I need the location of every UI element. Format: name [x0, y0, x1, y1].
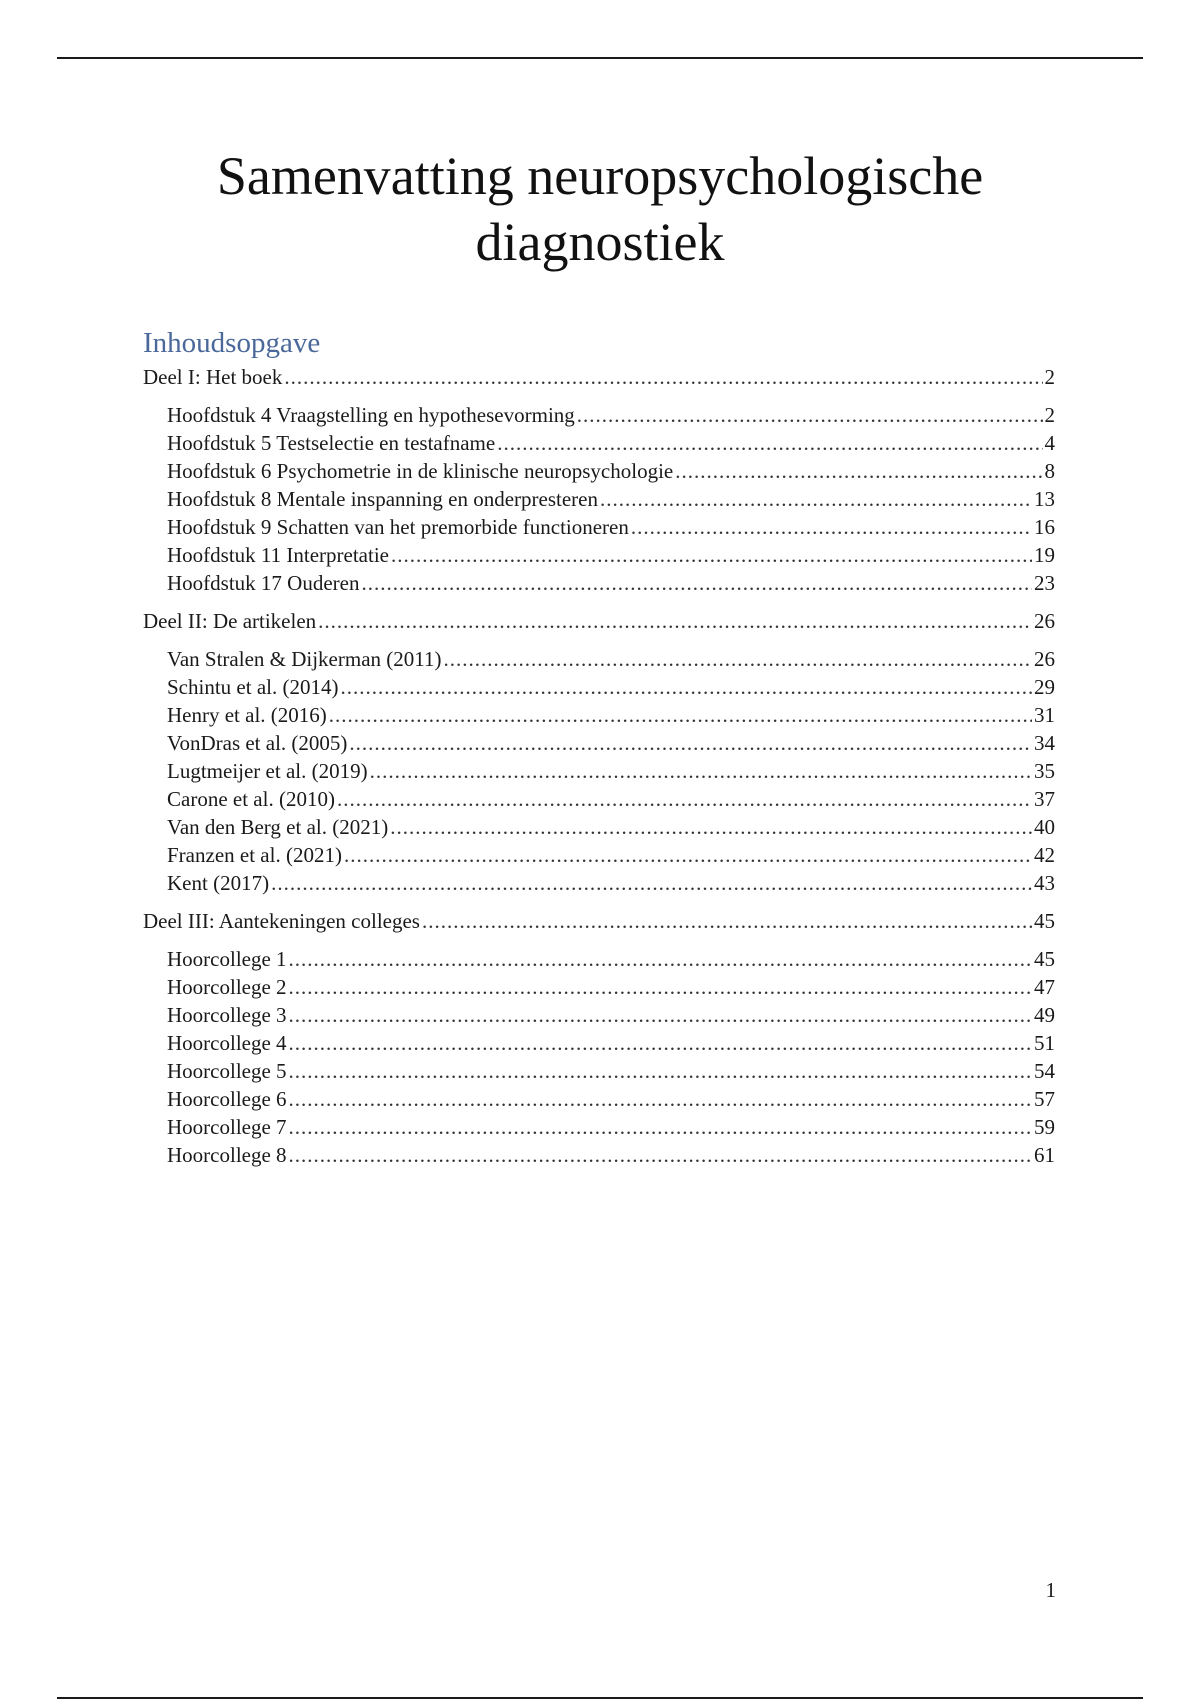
dot-leader — [289, 1113, 1032, 1141]
toc-entry-page: 8 — [1044, 459, 1055, 483]
toc-entry-page: 2 — [1044, 403, 1055, 427]
toc-part-section — [143, 363, 1055, 597]
toc-entry-page: 16 — [1034, 515, 1055, 539]
toc-item-entry[interactable] — [143, 401, 1055, 429]
toc-item-entry[interactable] — [143, 1085, 1055, 1113]
toc-entry-label: Deel III: Aantekeningen colleges — [143, 909, 420, 933]
toc-entry-page: 49 — [1034, 1003, 1055, 1027]
dot-leader — [361, 569, 1032, 597]
toc-item-entry[interactable] — [143, 1057, 1055, 1085]
toc-item-entry[interactable] — [143, 973, 1055, 1001]
toc-entry-page: 13 — [1034, 487, 1055, 511]
toc-entry-label: Hoorcollege 8 — [167, 1143, 287, 1167]
toc-part-section — [143, 907, 1055, 1169]
table-of-contents — [143, 325, 1055, 1179]
toc-entry-label: Hoofdstuk 17 Ouderen — [167, 571, 360, 595]
toc-entry-page: 54 — [1034, 1059, 1055, 1083]
toc-entry-label: Hoorcollege 6 — [167, 1087, 287, 1111]
toc-entry-label: Kent (2017) — [167, 871, 270, 895]
toc-item-entry[interactable] — [143, 945, 1055, 973]
dot-leader — [289, 1085, 1032, 1113]
toc-entry-label: Van Stralen & Dijkerman (2011) — [167, 647, 442, 671]
toc-entry-page: 37 — [1034, 787, 1055, 811]
toc-part-items — [143, 945, 1055, 1169]
toc-entry-label: Deel I: Het boek — [143, 365, 283, 389]
dot-leader — [289, 973, 1032, 1001]
dot-leader — [349, 729, 1032, 757]
toc-entry-page: 59 — [1034, 1115, 1055, 1139]
toc-item-entry[interactable] — [143, 541, 1055, 569]
title-line-1: Samenvatting neuropsychologische — [216, 146, 984, 206]
dot-leader — [289, 1141, 1032, 1169]
dot-leader — [390, 813, 1032, 841]
toc-entry-label: Hoorcollege 5 — [167, 1059, 287, 1083]
dot-leader — [391, 541, 1032, 569]
toc-item-entry[interactable] — [143, 645, 1055, 673]
toc-entry-label: Hoofdstuk 9 Schatten van het premorbide functioneren — [167, 515, 629, 539]
toc-item-entry[interactable] — [143, 785, 1055, 813]
toc-entry-page: 26 — [1034, 647, 1055, 671]
toc-item-entry[interactable] — [143, 429, 1055, 457]
toc-part-entry[interactable] — [143, 907, 1055, 935]
toc-entry-page: 57 — [1034, 1087, 1055, 1111]
dot-leader — [444, 645, 1033, 673]
toc-part-items — [143, 645, 1055, 897]
toc-item-entry[interactable] — [143, 757, 1055, 785]
toc-entry-page: 4 — [1044, 431, 1055, 455]
toc-entry-label: VonDras et al. (2005) — [167, 731, 348, 755]
toc-entry-page: 19 — [1034, 543, 1055, 567]
toc-entry-page: 51 — [1034, 1031, 1055, 1055]
toc-entry-label: Hoorcollege 1 — [167, 947, 287, 971]
toc-entry-label: Henry et al. (2016) — [167, 703, 327, 727]
dot-leader — [318, 607, 1032, 635]
top-rule — [57, 57, 1143, 59]
toc-entry-label: Deel II: De artikelen — [143, 609, 317, 633]
dot-leader — [271, 869, 1032, 897]
toc-item-entry[interactable] — [143, 1001, 1055, 1029]
toc-entry-page: 23 — [1034, 571, 1055, 595]
dot-leader — [340, 673, 1032, 701]
toc-body — [143, 363, 1055, 1169]
toc-part-entry[interactable] — [143, 607, 1055, 635]
toc-entry-label: Hoorcollege 4 — [167, 1031, 287, 1055]
dot-leader — [329, 701, 1032, 729]
toc-entry-label: Hoorcollege 3 — [167, 1003, 287, 1027]
toc-item-entry[interactable] — [143, 701, 1055, 729]
dot-leader — [289, 945, 1032, 973]
toc-entry-page: 45 — [1034, 947, 1055, 971]
dot-leader — [289, 1029, 1032, 1057]
dot-leader — [631, 513, 1032, 541]
toc-heading: Inhoudsopgave — [143, 327, 321, 359]
dot-leader — [422, 907, 1032, 935]
toc-entry-page: 26 — [1034, 609, 1055, 633]
toc-entry-label: Hoofdstuk 5 Testselectie en testafname — [167, 431, 496, 455]
toc-entry-label: Hoofdstuk 6 Psychometrie in de klinische neuropsychologie — [167, 459, 674, 483]
toc-entry-page: 35 — [1034, 759, 1055, 783]
toc-entry-page: 29 — [1034, 675, 1055, 699]
toc-entry-label: Hoorcollege 7 — [167, 1115, 287, 1139]
toc-entry-label: Franzen et al. (2021) — [167, 843, 342, 867]
toc-item-entry[interactable] — [143, 569, 1055, 597]
toc-entry-label: Carone et al. (2010) — [167, 787, 335, 811]
toc-entry-label: Hoofdstuk 8 Mentale inspanning en onderpresteren — [167, 487, 598, 511]
toc-part-entry[interactable] — [143, 363, 1055, 391]
toc-item-entry[interactable] — [143, 485, 1055, 513]
title-line-2: diagnostiek — [475, 212, 725, 272]
toc-item-entry[interactable] — [143, 869, 1055, 897]
dot-leader — [344, 841, 1032, 869]
toc-entry-label: Lugtmeijer et al. (2019) — [167, 759, 368, 783]
bottom-rule — [57, 1697, 1143, 1699]
toc-item-entry[interactable] — [143, 729, 1055, 757]
dot-leader — [675, 457, 1042, 485]
toc-part-items — [143, 401, 1055, 597]
dot-leader — [337, 785, 1032, 813]
toc-entry-page: 40 — [1034, 815, 1055, 839]
toc-entry-label: Hoofdstuk 4 Vraagstelling en hypothesevorming — [167, 403, 575, 427]
toc-item-entry[interactable] — [143, 513, 1055, 541]
toc-item-entry[interactable] — [143, 813, 1055, 841]
toc-entry-label: Hoofdstuk 11 Interpretatie — [167, 543, 389, 567]
toc-entry-page: 45 — [1034, 909, 1055, 933]
toc-entry-page: 2 — [1044, 365, 1055, 389]
toc-entry-label: Schintu et al. (2014) — [167, 675, 339, 699]
toc-entry-page: 47 — [1034, 975, 1055, 999]
toc-item-entry[interactable] — [143, 841, 1055, 869]
toc-part-section — [143, 607, 1055, 897]
toc-entry-page: 43 — [1034, 871, 1055, 895]
toc-entry-page: 34 — [1034, 731, 1055, 755]
toc-entry-page: 42 — [1034, 843, 1055, 867]
dot-leader — [289, 1057, 1032, 1085]
toc-item-entry[interactable] — [143, 457, 1055, 485]
toc-item-entry[interactable] — [143, 1029, 1055, 1057]
toc-entry-label: Hoorcollege 2 — [167, 975, 287, 999]
dot-leader — [289, 1001, 1032, 1029]
toc-item-entry[interactable] — [143, 673, 1055, 701]
toc-item-entry[interactable] — [143, 1141, 1055, 1169]
toc-item-entry[interactable] — [143, 1113, 1055, 1141]
toc-entry-page: 61 — [1034, 1143, 1055, 1167]
document-title — [100, 143, 1100, 275]
page-number: 1 — [1045, 1578, 1056, 1602]
dot-leader — [284, 363, 1042, 391]
dot-leader — [497, 429, 1042, 457]
dot-leader — [370, 757, 1032, 785]
toc-entry-page: 31 — [1034, 703, 1055, 727]
dot-leader — [577, 401, 1043, 429]
toc-entry-label: Van den Berg et al. (2021) — [167, 815, 389, 839]
dot-leader — [600, 485, 1032, 513]
